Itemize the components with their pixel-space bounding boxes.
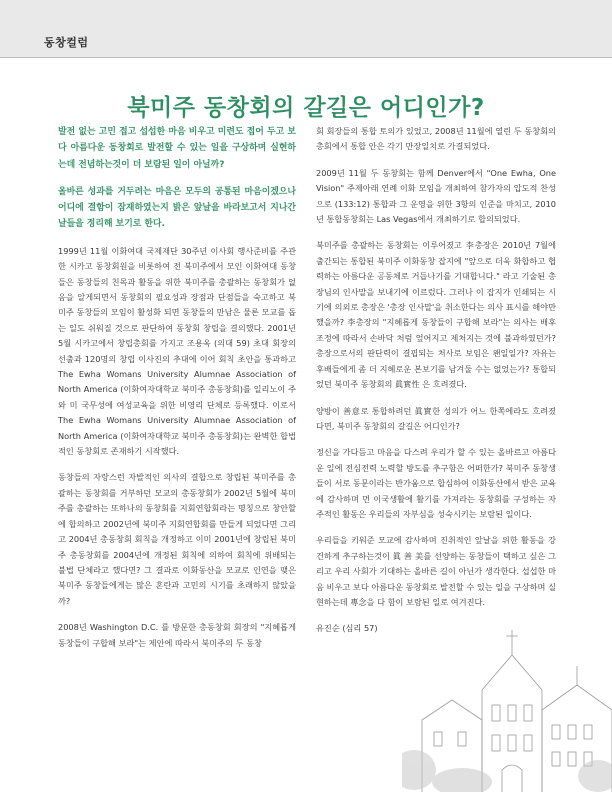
article-title: 북미주 동창회의 갈길은 어디인가?	[127, 95, 485, 122]
left-column	[58, 124, 296, 662]
body-paragraph: 2008년 Washington D.C. 를 방문한 총동창회 회장의 "지혜롭게 동창들이 구합해 보라"는 제안에 따라서 북미주의 두 동창	[58, 622, 296, 648]
header-divider	[0, 57, 612, 58]
author-signature: 유진순 (심리 57)	[316, 623, 378, 634]
section-label: 동창컬럼	[44, 36, 89, 49]
body-paragraph: 양방이 善意로 통합하려던 眞實한 성의가 어느 한쪽에라도 흐려졌다면, 북미주 동창회의 갈길은 어디인가?	[316, 405, 556, 431]
building-illustration	[402, 600, 612, 792]
body-paragraph: 회 회장들의 통합 토의가 있었고, 2008년 11월에 열린 두 동창회의 총회에서 통합 안은 각기 만장일치로 가결되었다.	[316, 126, 556, 152]
body-paragraph: 2009년 11월 두 동창회는 함께 Denver에서 "One Ewha, One Vision" 주제아래 연례 이화 모임을 개최하여 참가자의 압도적 찬성으로 (133:12) 통합과 그 운영을 위한 3항의 인준을 마치고, 2010년 통합동창회는 Las Vegas에서 개최하기로 합의되었다.	[316, 167, 556, 225]
body-paragraph: 1999년 11월 이화여대 국제재단 30주년 이사회 행사준비를 주관한 시카고 동창회원을 비롯하여 전 북미주에서 모인 이화여대 동창들은 동창들의 친목과 활동을 위한 북미주를 총괄하는 동창회가 없음을 알게되면서 동창회의 필요성과 장점과 단점들을 숙고하고 북미주 동창들의 모임이 활성화 되면 동창들의 만남은 물론 모교를 돕는 일도 쉬워질 것으로 판단하여 동창회 창립을 결의했다. 2001년 5월 시카고에서 창립총회를 가지고 조용옥 (의대 59) 초대 회장의 선출과 120명의 창립 이사진의 추대에 이어 회칙 초안을 통과하고 The Ewha Womans University Alumnae Association of North America (이화여자대학교 북미주 총동창회)를 일리노이 주와 미 국무성에 여성교육을 위한 비영리 단체로 등록했다. 이로서 The Ewha Womans University Alumnae Association of North America (이화여자대학교 북미주 총동창회)는 완벽한 합법적인 동창회로 존재하기 시작했다.	[58, 245, 296, 457]
header-band	[0, 0, 612, 58]
body-paragraph: 정신을 가다듬고 마음을 다스려 우리가 할 수 있는 올바르고 아름다운 일에 전심전력 노력할 방도를 추구함은 어떠한가? 북미주 동창생들이 서로 동문이라는 반가움으로 합심하여 이화동산에서 받은 교육에 감사하며 먼 이국생활에 활기를 가져라는 동창회를 구성하는 자주적인 활동은 우리들의 자부심을 성숙시키는 보람된 일이다.	[316, 447, 556, 519]
body-paragraph: 북미주를 총괄하는 동창회는 이루어졌고 李총장은 2010년 7월에 출간되는 통합된 북미주 이화동창 잡지에 "앞으로 더욱 화합하고 협력하는 아름다운 공동체로 거듭나기를 기대합니다." 라고 기술된 총장님의 인사말을 보내기에 이르렀다. 그러나 이 잡지가 인쇄되는 시기에 의외로 총장은 '총장 인사말'을 취소한다는 의사 표시를 해야만 했을까? 李총장의 "지혜롭게 동창들이 구합해 보라"는 의사는 배후조정에 따라서 손바닥 처럼 엎어지고 제처지는 것에 불과하였던가? 총장으로서의 판단력이 결핍되는 처사로 보임은 왠일일가? 자유는 후배들에게 좀 더 지혜로운 본보기를 남겨둘 수는 없었는가? 통합되었던 북미주 동창회의 眞實性 은 흐려졌다.	[316, 240, 556, 390]
lead-paragraph: 올바른 성과를 거두려는 마음은 모두의 공통된 마음이겠으나 어디에 결함이 잠재하였는지 밝은 앞날을 바라보고서 지나간 날들을 정리해 보기로 한다.	[58, 186, 296, 230]
body-paragraph: 동창들의 자랑스런 자발적인 의사의 결합으로 창립된 북미주를 총괄하는 동창회를 거부하던 모교의 총동창회가 2002년 5월에 북미주를 총괄하는 또하나의 동창회를 지회연합회라는 명칭으로 창안할에 합의하고 2002년에 북미주 지회연합회를 만들게 되었다면 그리고 2004년 총동창회 회칙을 개정하고 이미 2001년에 창립된 북미주 총동창회를 2004년에 개정된 회칙에 의하여 회칙에 위배되는 불법 단체라고 했다면? 그 결과로 이화동산을 모교로 인연을 맺은 북미주 동창들에게는 많은 혼란과 고민의 시기를 초래하지 않았을까?	[58, 472, 296, 606]
right-column	[316, 124, 556, 648]
lead-paragraph: 발전 없는 고민 접고 섭섭한 마음 비우고 미련도 접어 두고 보다 아름다운 동창회로 발전할 수 있는 일을 구상하며 실현하는데 전념하는것이 더 보람된 일이 아닐까?	[58, 127, 296, 170]
body-paragraph: 우리들을 키워준 모교에 감사하며 진취적인 앞날을 위한 활동을 강건하게 추구하는것이 眞 善 美를 선양하는 동창들이 택하고 싶은 그리고 우리 사회가 기대하는 올바른 길이 아닌가 생각한다. 섭섭한 마음 비우고 보다 아름다운 동창회로 발전할 수 있는 일을 구상하며 실현하는데 專念을 다 함이 보람된 일로 여겨진다.	[316, 535, 556, 607]
